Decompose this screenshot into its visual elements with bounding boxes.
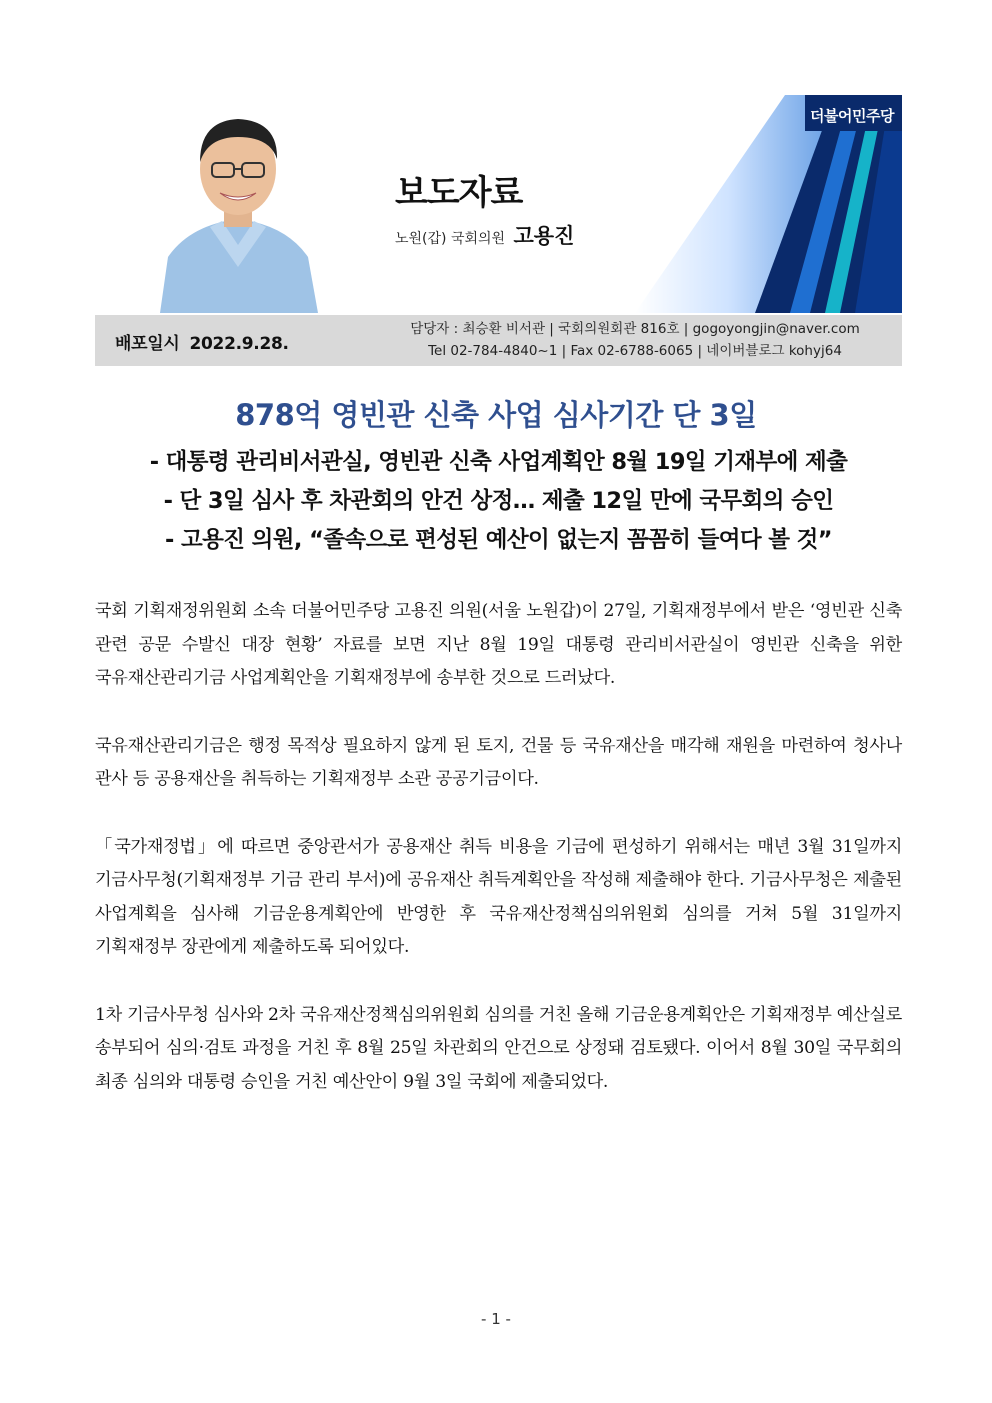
byline: [395, 220, 574, 250]
body-paragraph: 「국가재정법」에 따르면 중앙관서가 공용재산 취득 비용을 기금에 편성하기 위해서는 매년 3월 31일까지 기금사무청(기획재정부 기금 관리 부서)에 공유재산 취득계획안을 작성해 제출해야 한다. 기금사무청은 제출된 사업계획을 심사해 기금운용계획안에 반영한 후 국유재산정책심의위원회 심의를 거쳐 5월 31일까지 기획재정부 장관에게 제출하도록 되어있다.: [95, 836, 902, 957]
page-number: - 1 -: [481, 1310, 511, 1328]
body-paragraph: 국유재산관리기금은 행정 목적상 필요하지 않게 된 토지, 건물 등 국유재산을 매각해 재원을 마련하여 청사나 관사 등 공용재산을 취득하는 기획재정부 소관 공공기금이다.: [95, 735, 902, 789]
release-label: 배포일시: [115, 334, 180, 354]
body-paragraph: 국회 기획재정위원회 소속 더불어민주당 고용진 의원(서울 노원갑)이 27일, 기획재정부에서 받은 ‘영빈관 신축 관련 공문 수발신 대장 현황’ 자료를 보면 지난 8월 19일 대통령 관리비서관실이 영빈관 신축을 위한 국유재산관리기금 사업계획안을 기획재정부에 송부한 것으로 드러났다.: [95, 601, 902, 688]
body-paragraph: 1차 기금사무청 심사와 2차 국유재산정책심의위원회 심의를 거친 올해 기금운용계획안은 기획재정부 예산실로 송부되어 심의·검토 과정을 거친 후 8월 25일 차관회의 안건으로 상정돼 검토됐다. 이어서 8월 30일 국무회의 최종 심의와 대통령 승인을 거친 예산안이 9월 3일 국회에 제출되었다.: [95, 1004, 902, 1092]
contact-line-1: 담당자 : 최승환 비서관 | 국회의원회관 816호 | gogoyongjin@naver.com: [410, 321, 860, 337]
subheadline: - 단 3일 심사 후 차관회의 안건 상정… 제출 12일 만에 국무회의 승인: [163, 488, 834, 514]
party-name: 더불어민주당: [810, 107, 894, 125]
subheadlines: [95, 443, 902, 560]
district-label: 노원(갑) 국회의원: [395, 231, 506, 247]
press-header: [95, 95, 902, 313]
release-info-bar: [95, 315, 902, 366]
release-date-value: 2022.9.28.: [189, 334, 289, 354]
party-brand-graphic: [635, 95, 902, 313]
release-date: [115, 329, 289, 354]
subheadline: - 대통령 관리비서관실, 영빈관 신축 사업계획안 8월 19일 기재부에 제출: [149, 449, 848, 475]
document-type: 보도자료: [395, 173, 523, 213]
lawmaker-portrait: [150, 107, 325, 313]
contact-line-2: Tel 02-784-4840~1 | Fax 02-6788-6065 | 네이버블로그 kohyj64: [428, 343, 842, 359]
title-block: [395, 165, 574, 250]
subheadline: - 고용진 의원, “졸속으로 편성된 예산이 없는지 꼼꼼히 들여다 볼 것”: [165, 527, 832, 553]
contact-info: [385, 318, 885, 362]
headline: 878억 영빈관 신축 사업 심사기간 단 3일: [235, 398, 757, 432]
lawmaker-name: 고용진: [513, 224, 575, 248]
article-body: [95, 595, 902, 1133]
